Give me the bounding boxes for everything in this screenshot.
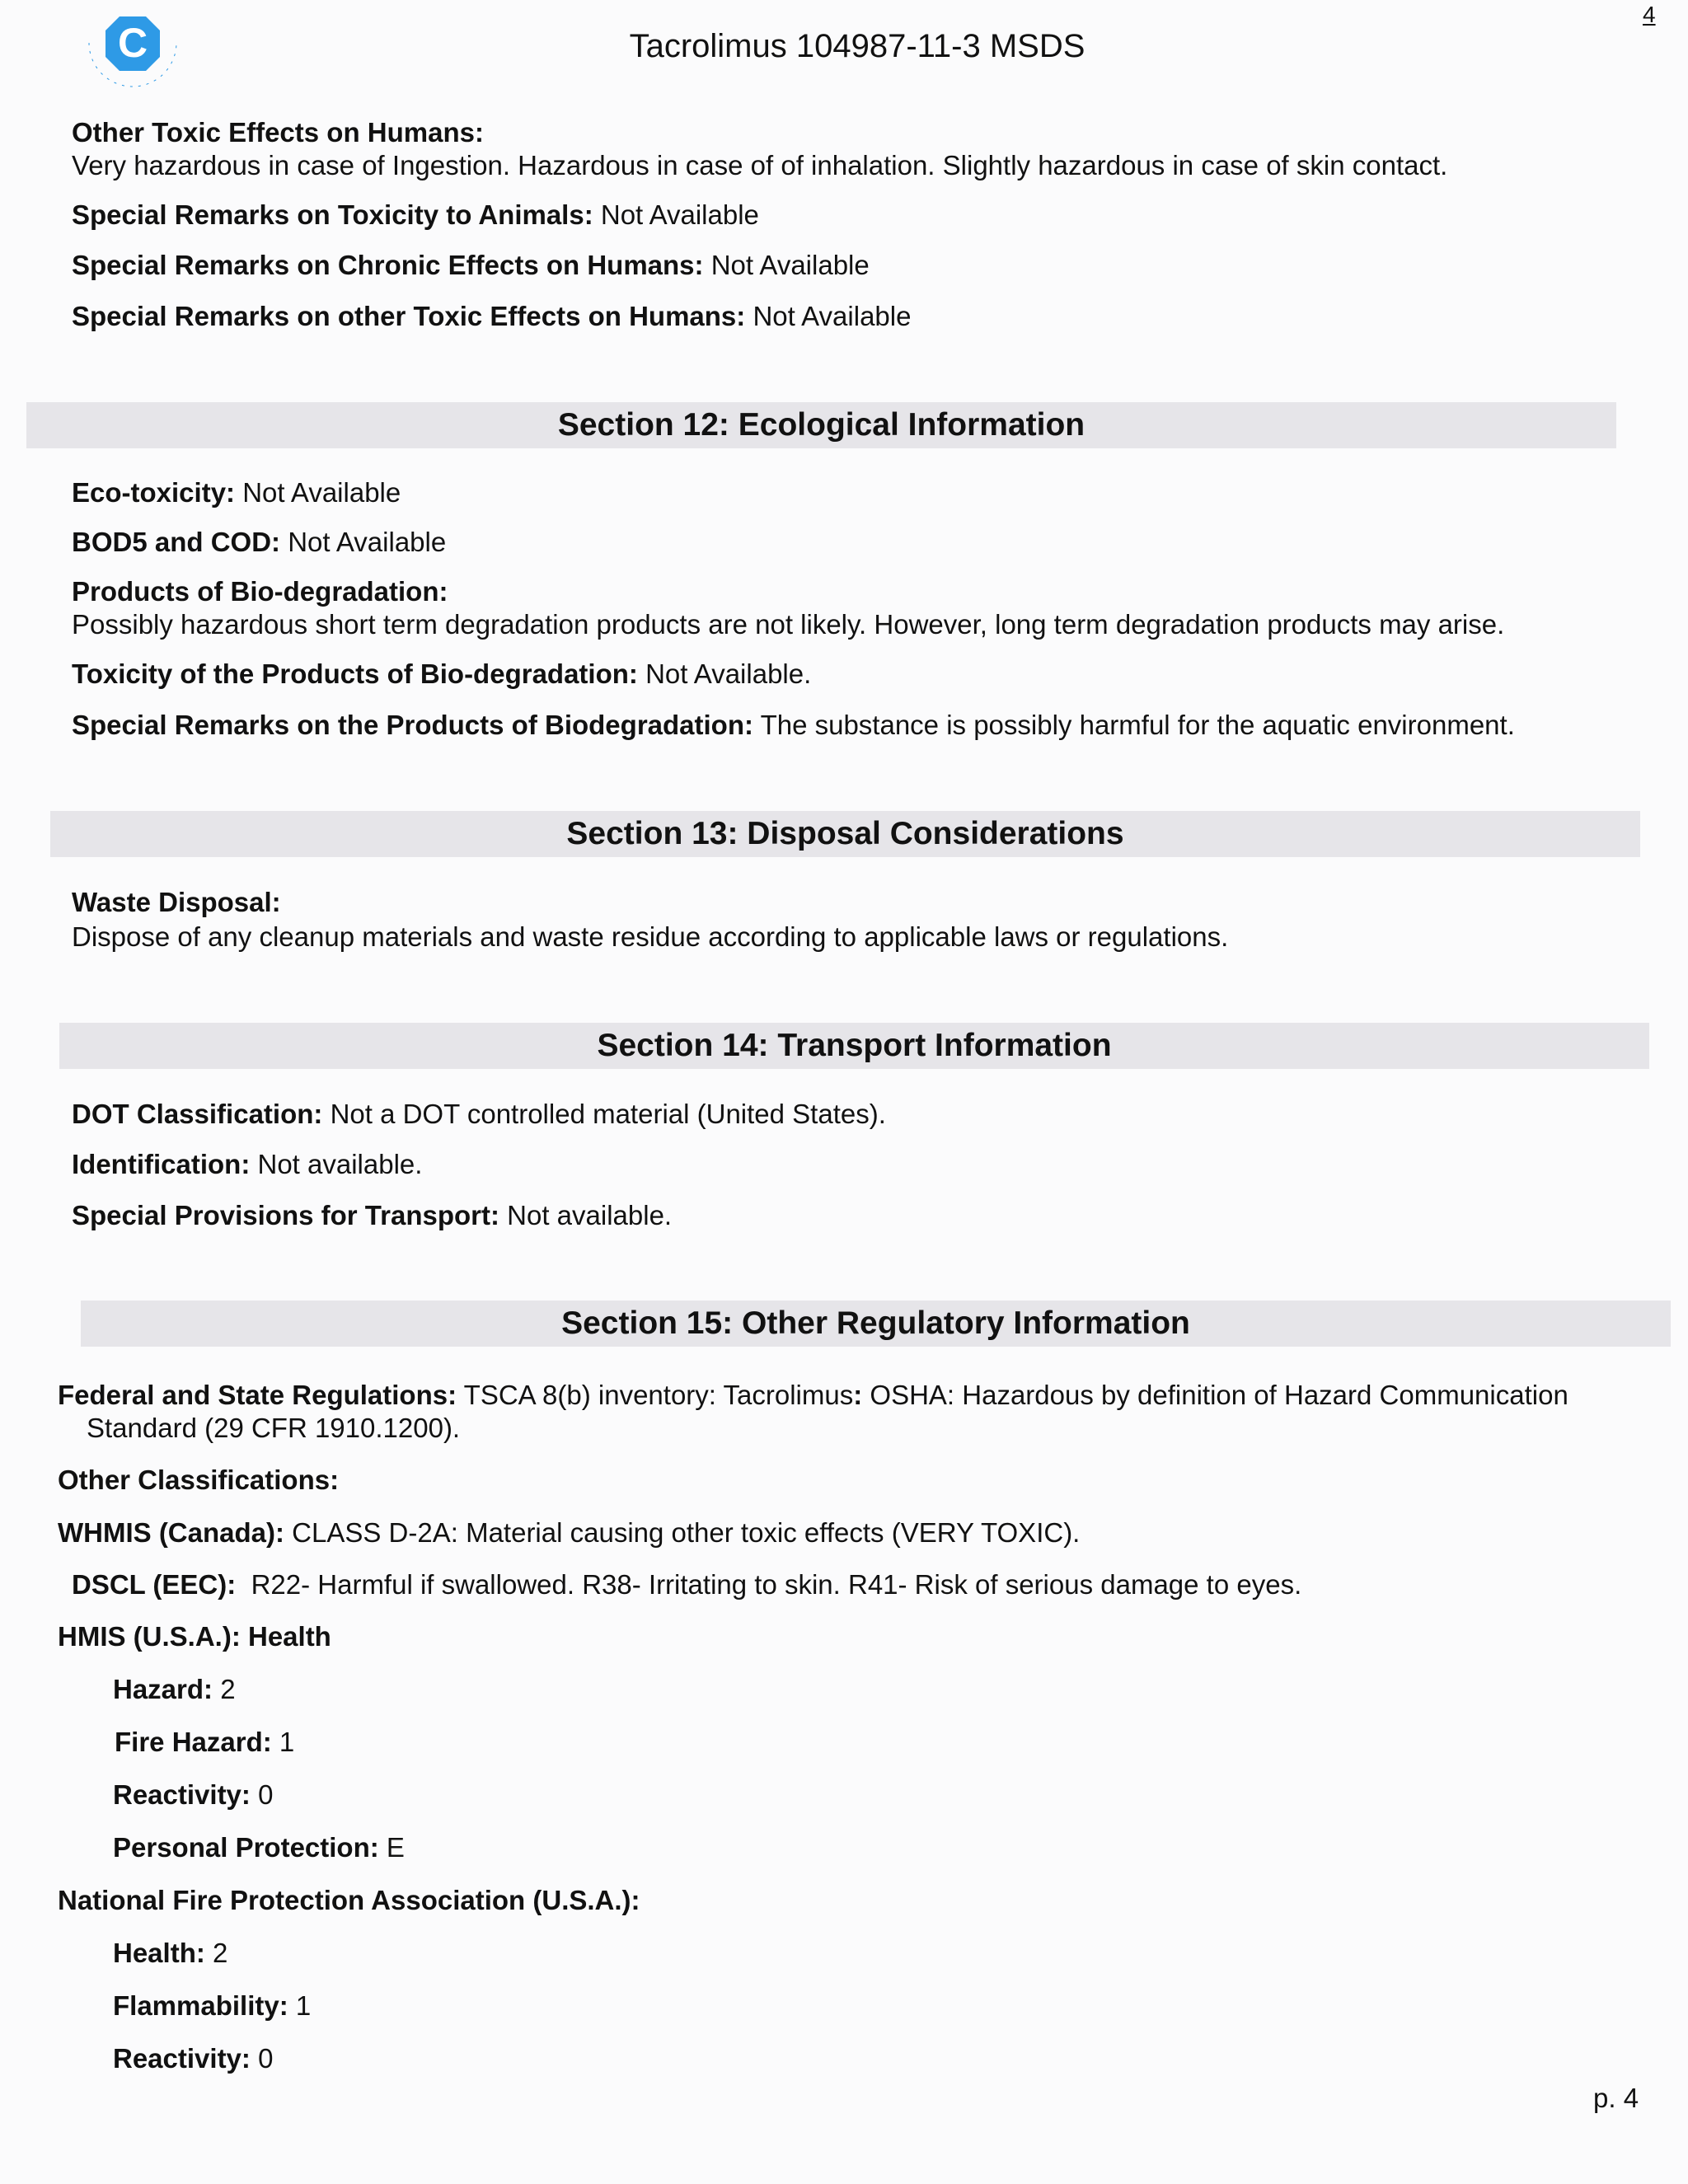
bio-degradation-toxicity: Toxicity of the Products of Bio-degradation: Not Available.	[72, 658, 812, 689]
biodegradation-remarks: Special Remarks on the Products of Biodegradation: The substance is possibly harmful for the aquatic environment.	[72, 710, 1515, 740]
eco-toxicity: Eco-toxicity: Not Available	[72, 477, 401, 508]
section-13-header: Section 13: Disposal Considerations	[50, 811, 1640, 857]
hmis-hazard: Hazard: 2	[113, 1674, 236, 1704]
other-toxic-remarks: Special Remarks on other Toxic Effects on Humans: Not Available	[72, 301, 912, 331]
other-classifications: Other Classifications:	[58, 1465, 340, 1495]
federal-state-regulations-cont: Standard (29 CFR 1910.1200).	[87, 1413, 461, 1443]
waste-disposal-value: Dispose of any cleanup materials and waste residue according to applicable laws or regulations.	[72, 921, 1229, 952]
nfpa-flammability: Flammability: 1	[113, 1990, 312, 2021]
section-15-header: Section 15: Other Regulatory Information	[81, 1301, 1671, 1347]
chronic-remarks: Special Remarks on Chronic Effects on Humans: Not Available	[72, 250, 870, 280]
hmis-reactivity: Reactivity: 0	[113, 1779, 274, 1810]
section-12-header: Section 12: Ecological Information	[26, 402, 1616, 448]
nfpa-health: Health: 2	[113, 1938, 228, 1968]
federal-state-regulations: Federal and State Regulations: TSCA 8(b) inventory: Tacrolimus: OSHA: Hazardous by definition of Hazard Communication	[58, 1380, 1568, 1410]
nfpa-reactivity: Reactivity: 0	[113, 2043, 274, 2074]
bio-degradation-label: Products of Bio-degradation:	[72, 576, 448, 607]
corner-page-number: 4	[1643, 2, 1656, 27]
nfpa-usa: National Fire Protection Association (U.S.A.):	[58, 1885, 640, 1915]
hmis-usa: HMIS (U.S.A.): Health	[58, 1621, 331, 1652]
dot-classification: DOT Classification: Not a DOT controlled material (United States).	[72, 1099, 886, 1129]
bio-degradation-value: Possibly hazardous short term degradation products are not likely. However, long term degradation products may arise.	[72, 609, 1505, 640]
whmis-canada: WHMIS (Canada): CLASS D-2A: Material causing other toxic effects (VERY TOXIC).	[58, 1517, 1081, 1548]
identification: Identification: Not available.	[72, 1149, 423, 1179]
dscl-eec: DSCL (EEC): R22- Harmful if swallowed. R38- Irritating to skin. R41- Risk of serious damage to eyes.	[72, 1569, 1302, 1600]
hmis-fire-hazard: Fire Hazard: 1	[115, 1727, 295, 1757]
section-14-header: Section 14: Transport Information	[59, 1023, 1649, 1069]
waste-disposal-label: Waste Disposal:	[72, 887, 281, 917]
special-provisions-transport: Special Provisions for Transport: Not available.	[72, 1200, 673, 1230]
hmis-personal-protection: Personal Protection: E	[113, 1832, 405, 1863]
document-title: Tacrolimus 104987-11-3 MSDS	[629, 28, 1085, 64]
other-toxic-effects-value: Very hazardous in case of Ingestion. Hazardous in case of of inhalation. Slightly hazardous in case of skin contact.	[72, 150, 1448, 180]
bod5-cod: BOD5 and COD: Not Available	[72, 527, 447, 557]
logo-letter: C	[117, 20, 148, 66]
animals-remarks: Special Remarks on Toxicity to Animals: Not Available	[72, 199, 759, 230]
other-toxic-effects-label: Other Toxic Effects on Humans:	[72, 117, 484, 148]
page-number: p. 4	[1593, 2083, 1639, 2113]
